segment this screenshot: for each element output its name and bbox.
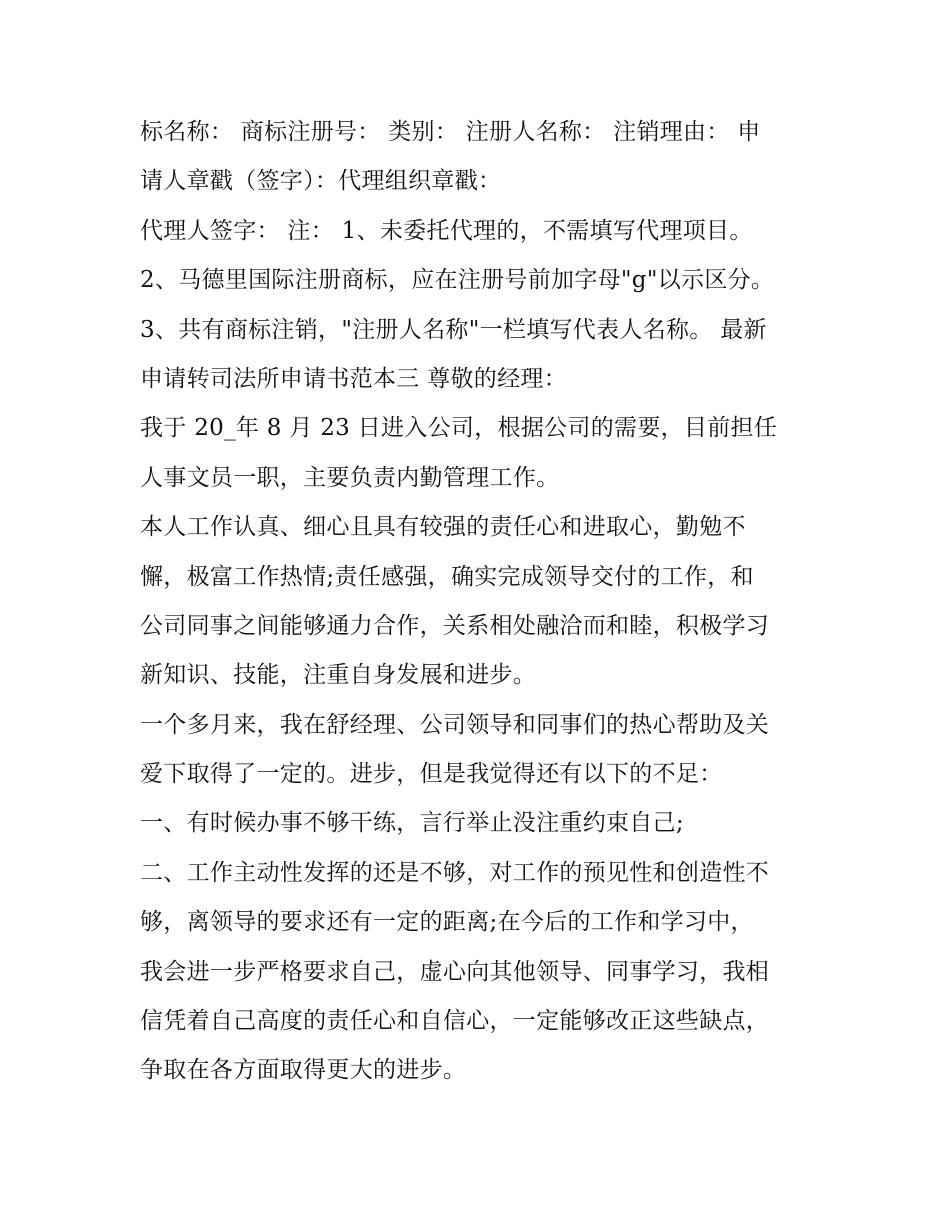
- text-line: 一个多月来，我在舒经理、公司领导和同事们的热心帮助及关: [140, 711, 770, 738]
- text-line: 本人工作认真、细心且具有较强的责任心和进取心，勤勉不: [140, 514, 746, 541]
- text-line: 新知识、技能，注重自身发展和进步。: [140, 662, 537, 689]
- text-line: 爱下取得了一定的。进步，但是我觉得还有以下的不足：: [140, 761, 723, 788]
- document-body: [140, 108, 820, 1096]
- text-line: 我于 20_年 8 月 23 日进入公司，根据公司的需要，目前担任: [140, 415, 778, 442]
- text-line: 争取在各方面取得更大的进步。: [140, 1057, 467, 1084]
- text-line: 信凭着自己高度的责任心和自信心，一定能够改正这些缺点，: [140, 1008, 770, 1035]
- text-line: 公司同事之间能够通力合作，关系相处融洽而和睦，积极学习: [140, 612, 770, 639]
- text-line: 请人章戳（签字）：代理组织章戳：: [140, 168, 502, 195]
- text-line: 一、有时候办事不够干练，言行举止没注重约束自己;: [140, 810, 684, 837]
- text-line: 二、工作主动性发挥的还是不够，对工作的预见性和创造性不: [140, 859, 770, 886]
- text-line: 代理人签字： 注： 1、未委托代理的，不需填写代理项目。: [140, 217, 753, 244]
- text-line: 申请转司法所申请书范本三 尊敬的经理：: [140, 365, 568, 392]
- text-line: 我会进一步严格要求自己，虚心向其他领导、同事学习，我相: [140, 958, 770, 985]
- text-line: 懈，极富工作热情;责任感强，确实完成领导交付的工作，和: [140, 563, 754, 590]
- text-line: 3、共有商标注销，"注册人名称"一栏填写代表人名称。 最新: [140, 316, 767, 343]
- text-line: 够，离领导的要求还有一定的距离;在今后的工作和学习中，: [140, 909, 754, 936]
- text-line: 人事文员一职，主要负责内勤管理工作。: [140, 464, 560, 491]
- text-line: 标名称： 商标注册号： 类别： 注册人名称： 注销理由： 申: [140, 119, 761, 145]
- text-line: 2、马德里国际注册商标，应在注册号前加字母"g"以示区分。: [140, 267, 775, 294]
